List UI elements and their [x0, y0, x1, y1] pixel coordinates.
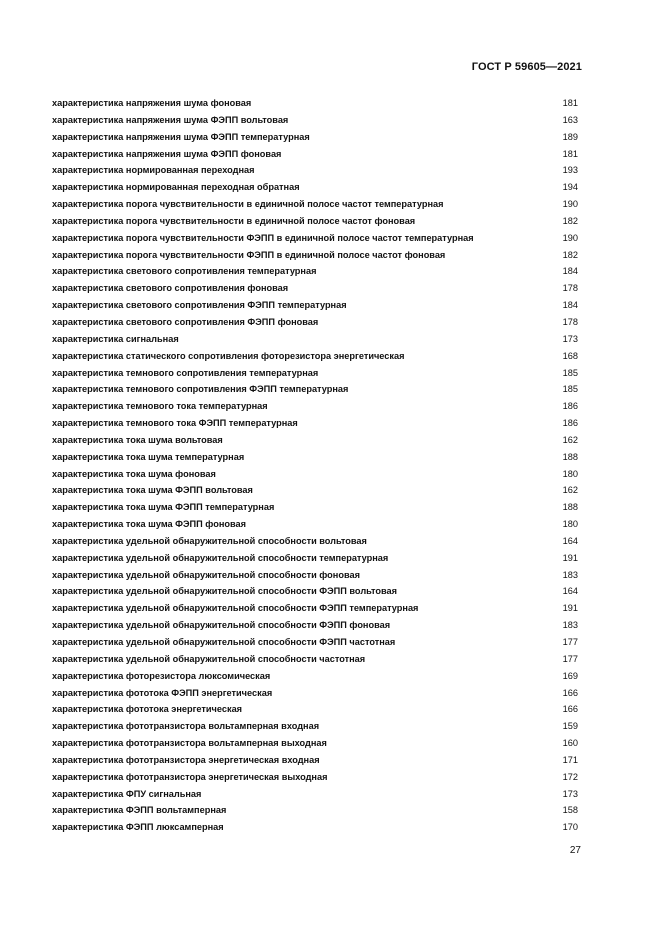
index-term: характеристика нормированная переходная [52, 165, 255, 176]
index-page-ref: 172 [562, 771, 578, 782]
index-page-ref: 191 [562, 603, 578, 614]
index-term: характеристика ФЭПП люксамперная [52, 822, 224, 833]
index-entry [52, 651, 578, 668]
index-page-ref: 160 [562, 738, 578, 749]
index-entry [52, 112, 578, 129]
index-entry [52, 583, 578, 600]
index-entry [52, 415, 578, 432]
index-term: характеристика темнового тока температурная [52, 401, 268, 412]
index-term: характеристика тока шума ФЭПП фоновая [52, 519, 246, 530]
index-page-ref: 164 [562, 586, 578, 597]
index-term: характеристика напряжения шума фоновая [52, 98, 252, 108]
index-entry [52, 398, 578, 415]
document-header: ГОСТ Р 59605—2021 [471, 61, 582, 73]
index-page-ref: 182 [562, 215, 578, 226]
index-term: характеристика удельной обнаружительной способности фоновая [52, 569, 360, 580]
index-entry [52, 701, 578, 718]
index-page-ref: 185 [562, 367, 578, 378]
index-entry [52, 600, 578, 617]
index-entry [52, 162, 578, 179]
index-term: характеристика темнового тока ФЭПП температурная [52, 418, 298, 429]
index-term: характеристика удельной обнаружительной способности ФЭПП температурная [52, 603, 419, 614]
index-page-ref: 191 [562, 552, 578, 563]
index-entry [52, 718, 578, 735]
index-page-ref: 181 [562, 98, 578, 108]
index-term: характеристика удельной обнаружительной способности ФЭПП фоновая [52, 620, 391, 631]
index-page-ref: 193 [562, 165, 578, 176]
index-term: характеристика удельной обнаружительной способности температурная [52, 552, 389, 563]
index-entry [52, 685, 578, 702]
index-term: характеристика порога чувствительности ФЭПП в единичной полосе частот температурная [52, 232, 474, 243]
index-entry [52, 263, 578, 280]
index-page-ref: 178 [562, 283, 578, 294]
index-entry [52, 432, 578, 449]
index-page-ref: 173 [562, 333, 578, 344]
index-page-ref: 188 [562, 502, 578, 513]
index-term: характеристика удельной обнаружительной способности ФЭПП вольтовая [52, 586, 397, 597]
index-page-ref: 186 [562, 401, 578, 412]
index-page-ref: 158 [562, 805, 578, 816]
index-entry [52, 179, 578, 196]
index-page-ref: 190 [562, 199, 578, 210]
index-page-ref: 183 [562, 620, 578, 631]
index-page-ref: 194 [562, 182, 578, 193]
index-term: характеристика статического сопротивления фоторезистора энергетическая [52, 350, 405, 361]
index-entry [52, 533, 578, 550]
index-page-ref: 168 [562, 350, 578, 361]
index-page-ref: 173 [562, 788, 578, 799]
index-term: характеристика фототока энергетическая [52, 704, 243, 715]
index-entry [52, 230, 578, 247]
index-term: характеристика порога чувствительности ФЭПП в единичной полосе частот фоновая [52, 249, 446, 260]
index-term: характеристика фоторезистора люксомическая [52, 670, 271, 681]
index-page-ref: 183 [562, 569, 578, 580]
index-term: характеристика темнового сопротивления температурная [52, 367, 319, 378]
index-term: характеристика тока шума фоновая [52, 468, 216, 479]
index-entry [52, 735, 578, 752]
index-term: характеристика темнового сопротивления ФЭПП температурная [52, 384, 349, 395]
index-term: характеристика порога чувствительности в единичной полосе частот фоновая [52, 215, 416, 226]
index-entry [52, 617, 578, 634]
index-page-ref: 182 [562, 249, 578, 260]
index-term: характеристика удельной обнаружительной способности частотная [52, 653, 366, 664]
index-page-ref: 177 [562, 637, 578, 647]
index-page-ref: 186 [562, 418, 578, 429]
index-term: характеристика фототранзистора вольтамперная входная [52, 721, 320, 732]
index-entry [52, 466, 578, 483]
index-page-ref: 166 [562, 687, 578, 698]
index-page-ref: 178 [562, 316, 578, 327]
index-entry [52, 550, 578, 567]
index-term: характеристика тока шума вольтовая [52, 434, 223, 445]
index-entry [52, 668, 578, 685]
index-term: характеристика ФПУ сигнальная [52, 788, 202, 799]
index-page-ref: 180 [562, 468, 578, 479]
index-term: характеристика напряжения шума ФЭПП вольтовая [52, 114, 289, 125]
index-entry [52, 567, 578, 584]
index-entry [52, 819, 578, 836]
index-page-ref: 190 [562, 232, 578, 243]
index-page-ref: 181 [562, 148, 578, 159]
index-term: характеристика сигнальная [52, 333, 179, 344]
index-page-ref: 169 [562, 670, 578, 681]
index-term: характеристика тока шума ФЭПП температурная [52, 502, 275, 513]
index-entry [52, 381, 578, 398]
index-entry [52, 314, 578, 331]
index-entry [52, 482, 578, 499]
index-term: характеристика удельной обнаружительной способности ФЭПП частотная [52, 637, 396, 647]
page-number: 27 [569, 845, 581, 856]
index-entry [52, 196, 578, 213]
index-entry [52, 213, 578, 230]
index-entry [52, 247, 578, 264]
index-term: характеристика ФЭПП вольтамперная [52, 805, 227, 816]
index-entry [52, 331, 578, 348]
index-page-ref: 171 [562, 754, 578, 765]
index-page-ref: 162 [562, 485, 578, 496]
index-page-ref: 188 [562, 451, 578, 462]
index-entry [52, 129, 578, 146]
index-term: характеристика фототока ФЭПП энергетическая [52, 687, 273, 698]
index-page-ref: 184 [562, 266, 578, 277]
index-term: характеристика светового сопротивления ФЭПП фоновая [52, 316, 319, 327]
index-entry [52, 449, 578, 466]
index-term: характеристика напряжения шума ФЭПП фоновая [52, 148, 282, 159]
index-entry [52, 802, 578, 819]
index-page-ref: 170 [562, 822, 578, 833]
index-list [52, 95, 578, 836]
index-entry [52, 297, 578, 314]
index-term: характеристика нормированная переходная обратная [52, 182, 300, 193]
index-entry [52, 365, 578, 382]
index-entry [52, 348, 578, 365]
index-page-ref: 159 [562, 721, 578, 732]
index-entry [52, 280, 578, 297]
index-page-ref: 177 [562, 653, 578, 664]
index-page-ref: 184 [562, 300, 578, 311]
index-term: характеристика тока шума ФЭПП вольтовая [52, 485, 253, 496]
index-entry [52, 499, 578, 516]
index-term: характеристика тока шума температурная [52, 451, 245, 462]
index-term: характеристика фототранзистора энергетическая входная [52, 754, 320, 765]
index-entry [52, 752, 578, 769]
index-term: характеристика фототранзистора энергетическая выходная [52, 771, 328, 782]
index-entry [52, 95, 578, 112]
index-page-ref: 189 [562, 131, 578, 142]
index-term: характеристика светового сопротивления ФЭПП температурная [52, 300, 347, 311]
index-term: характеристика порога чувствительности в единичной полосе частот температурная [52, 199, 444, 210]
index-page-ref: 163 [562, 114, 578, 125]
index-page-ref: 164 [562, 535, 578, 546]
index-term: характеристика напряжения шума ФЭПП температурная [52, 131, 310, 142]
index-page-ref: 180 [562, 519, 578, 530]
index-term: характеристика светового сопротивления температурная [52, 266, 317, 277]
index-entry [52, 516, 578, 533]
index-entry [52, 769, 578, 786]
index-page-ref: 162 [562, 434, 578, 445]
index-term: характеристика удельной обнаружительной способности вольтовая [52, 535, 367, 546]
index-term: характеристика светового сопротивления фоновая [52, 283, 289, 294]
index-page-ref: 166 [562, 704, 578, 715]
index-term: характеристика фототранзистора вольтамперная выходная [52, 738, 327, 749]
index-entry [52, 146, 578, 163]
index-page-ref: 185 [562, 384, 578, 395]
index-entry [52, 634, 578, 651]
index-entry [52, 786, 578, 803]
